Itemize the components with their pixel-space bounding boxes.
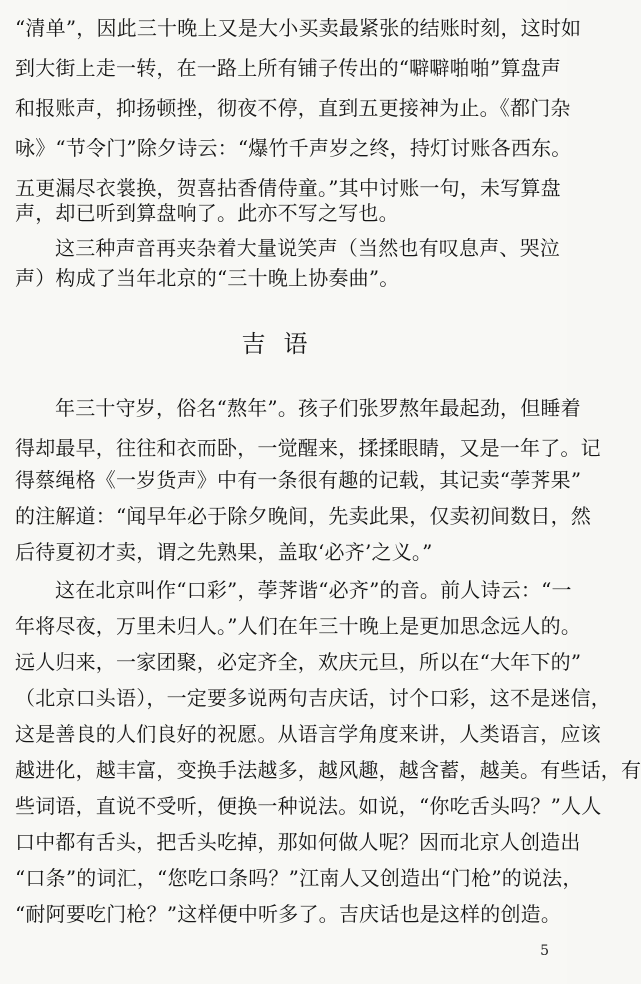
paragraph-line: 这三种声音再夹杂着大量说笑声（当然也有叹息声、哭泣 xyxy=(55,236,560,260)
paragraph-line: 远人归来，一家团聚，必定齐全，欢庆元旦，所以在“大年下的” xyxy=(15,650,582,674)
paragraph-line: 咏》“节令门”除夕诗云：“爆竹千声岁之终，持灯讨账各西东。 xyxy=(15,136,572,160)
paragraph-line: “清单”，因此三十晚上又是大小买卖最紧张的结账时刻，这时如 xyxy=(15,16,582,40)
section-title: 吉语 xyxy=(241,330,326,358)
paragraph-line: 些词语，直说不受听，便换一种说法。如说，“你吃舌头吗？”人人 xyxy=(15,794,602,818)
paragraph-line: 年将尽夜，万里未归人。”人们在年三十晚上是更加思念远人的。 xyxy=(15,614,582,638)
paragraph-line: 五更漏尽衣裳换，贺喜拈香倩侍童。”其中讨账一句，未写算盘 xyxy=(15,176,561,200)
paragraph-line: 和报账声，抑扬顿挫，彻夜不停，直到五更接神为止。《都门杂 xyxy=(15,96,571,120)
paragraph-line: 这在北京叫作“口彩”，荸荠谐“必齐”的音。前人诗云：“一 xyxy=(55,578,572,602)
paragraph-line: 到大街上走一转，在一路上所有铺子传出的“噼噼啪啪”算盘声 xyxy=(15,56,562,80)
paragraph-line: 后待夏初才卖，谓之先熟果，盖取‘必齐’之义。” xyxy=(15,540,433,564)
paragraph-line: 口中都有舌头，把舌头吃掉，那如何做人呢？因而北京人创造出 xyxy=(15,830,581,854)
paragraph-line: 声，却已听到算盘响了。此亦不写之写也。 xyxy=(15,201,399,225)
paragraph-line: （北京口头语），一定要多说两句吉庆话，讨个口彩，这不是迷信， xyxy=(15,686,611,710)
paragraph-line: “口条”的词汇，“您吃口条吗？”江南人又创造出“门枪”的说法， xyxy=(15,866,583,890)
paragraph-line: 越进化，越丰富，变换手法越多，越风趣，越含蓄，越美。有些话，有 xyxy=(15,758,641,782)
paragraph-line: 这是善良的人们良好的祝愿。从语言学角度来讲，人类语言，应该 xyxy=(15,722,601,746)
page-number: 5 xyxy=(540,943,549,959)
paragraph-line: 得却最早，往往和衣而卧，一觉醒来，揉揉眼睛，又是一年了。记 xyxy=(15,436,601,460)
paragraph-line: 的注解道：“闻早年必于除夕晚间，先卖此果，仅卖初间数日，然 xyxy=(15,504,592,528)
paragraph-line: 声）构成了当年北京的“三十晚上协奏曲”。 xyxy=(15,266,400,290)
paragraph-line: 得蔡绳格《一岁货声》中有一条很有趣的记载，其记卖“荸荠果” xyxy=(15,468,582,492)
paragraph-line: 年三十守岁，俗名“熬年”。孩子们张罗熬年最起劲，但睡着 xyxy=(55,396,581,420)
paragraph-line: “耐阿要吃门枪？”这样便中听多了。吉庆话也是这样的创造。 xyxy=(15,902,562,926)
